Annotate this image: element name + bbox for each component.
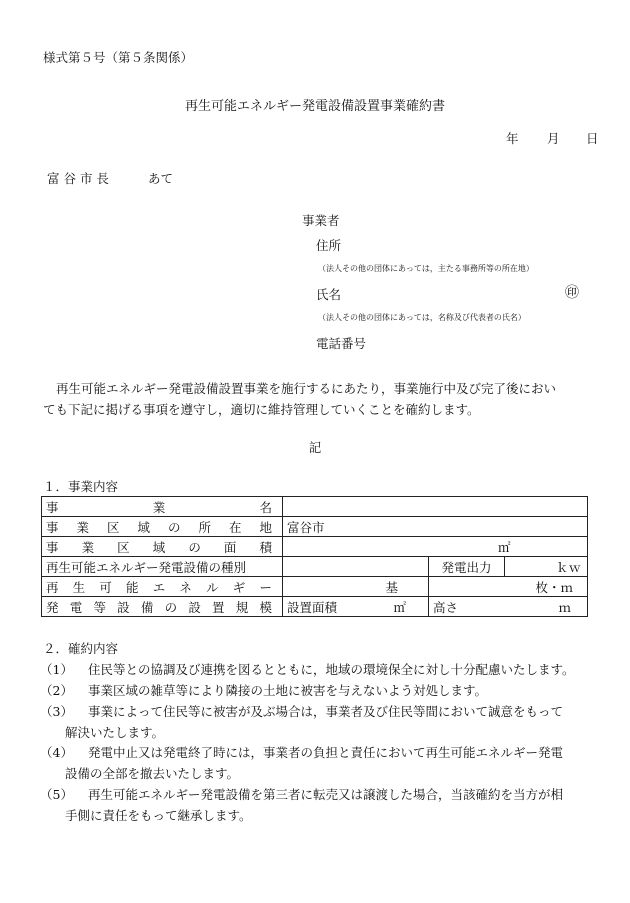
item-number: （2） — [40, 683, 73, 698]
section2-heading: ２．確約内容 — [43, 641, 119, 656]
list-item — [40, 660, 605, 681]
applicant-label: 事業者 — [302, 213, 340, 228]
count-value-1: 基 — [283, 577, 429, 597]
table-row — [42, 597, 588, 617]
table-row — [42, 517, 588, 537]
intro-line-2: ても下記に掲げる事項を遵守し，適切に維持管理していくことを確約します。 — [43, 402, 480, 417]
item-text: 住民等との協調及び連携を図るとともに，地域の環境保全に対し十分配慮いたします。 — [88, 662, 575, 677]
phone-label: 電話番号 — [316, 336, 367, 351]
height-cell — [429, 597, 588, 617]
item-number: （4） — [40, 745, 73, 760]
document-title: 再生可能エネルギー発電設備設置事業確約書 — [184, 99, 445, 114]
form-number: 様式第５号（第５条関係） — [43, 50, 194, 65]
address-label: 住所 — [316, 238, 342, 253]
business-name-label: 事業名 — [42, 497, 283, 517]
item-text: 発電中止又は発電終了時には，事業者の負担と責任において再生可能エネルギー発電 — [88, 745, 564, 760]
location-label: 事業区域の所在地 — [42, 517, 283, 537]
date-year: 年 — [506, 131, 519, 146]
item-text: 事業区域の雑草等により隣接の土地に被害を与えないよう対処します。 — [88, 683, 488, 698]
item-text: 事業によって住民等に被害が及ぶ場合は，事業者及び住民等間において誠意をもって — [88, 704, 564, 719]
date-month: 月 — [547, 131, 560, 146]
table-row — [42, 537, 588, 557]
list-item — [40, 681, 605, 702]
scale-label-1: 再生可能エネルギー — [42, 577, 283, 597]
item-text-cont: 設備の全部を撤去いたします。 — [65, 765, 240, 781]
date-day: 日 — [586, 131, 599, 146]
item-number: （3） — [40, 704, 73, 719]
area-unit: ㎡ — [498, 539, 511, 555]
table-row — [42, 577, 588, 597]
item-text-cont: 解決いたします。 — [65, 724, 165, 740]
type-value — [283, 557, 429, 577]
list-item — [40, 785, 605, 826]
height-label: 高さ — [433, 599, 459, 615]
section1-heading: １．事業内容 — [43, 479, 119, 494]
area-label: 事業区域の面積 — [42, 537, 283, 557]
intro-line-1: 再生可能エネルギー発電設備設置事業を施行するにあたり，事業施行中及び完了後におい — [56, 381, 557, 396]
ki-mark: 記 — [308, 440, 322, 455]
count-value-2: 枚・ｍ — [429, 577, 588, 597]
name-note: （法人その他の団体にあっては，名称及び代表者の氏名） — [318, 313, 526, 322]
addressee: 富 谷 市 長 — [47, 171, 109, 186]
scale-label-2: 発電等設備の設置規模 — [42, 597, 283, 617]
seal-mark: ㊞ — [565, 285, 579, 301]
location-value: 富谷市 — [283, 517, 588, 537]
item-number: （1） — [40, 662, 73, 677]
install-area-unit: ㎡ — [393, 599, 406, 615]
output-label: 発電出力 — [429, 557, 505, 577]
item-text-cont: 手側に責任をもって継承します。 — [65, 807, 252, 823]
business-name-value — [283, 497, 588, 517]
type-label: 再生可能エネルギー発電設備の種別 — [42, 557, 283, 577]
addressee-suffix: あて — [148, 171, 174, 186]
list-item — [40, 743, 605, 784]
address-note: （法人その他の団体にあっては，主たる事務所等の所在地） — [318, 264, 534, 273]
list-item — [40, 702, 605, 743]
output-value: ｋｗ — [505, 557, 588, 577]
area-value — [283, 537, 588, 557]
install-area-label: 設置面積 — [287, 599, 338, 615]
name-label: 氏名 — [316, 287, 342, 302]
height-unit: ｍ — [558, 599, 571, 615]
item-number: （5） — [40, 787, 73, 802]
business-table — [41, 496, 588, 617]
install-area-cell — [283, 597, 429, 617]
intro-paragraph — [43, 378, 603, 420]
item-text: 再生可能エネルギー発電設備を第三者に転売又は譲渡した場合，当該確約を当方が相 — [88, 787, 564, 802]
table-row — [42, 497, 588, 517]
table-row — [42, 557, 588, 577]
